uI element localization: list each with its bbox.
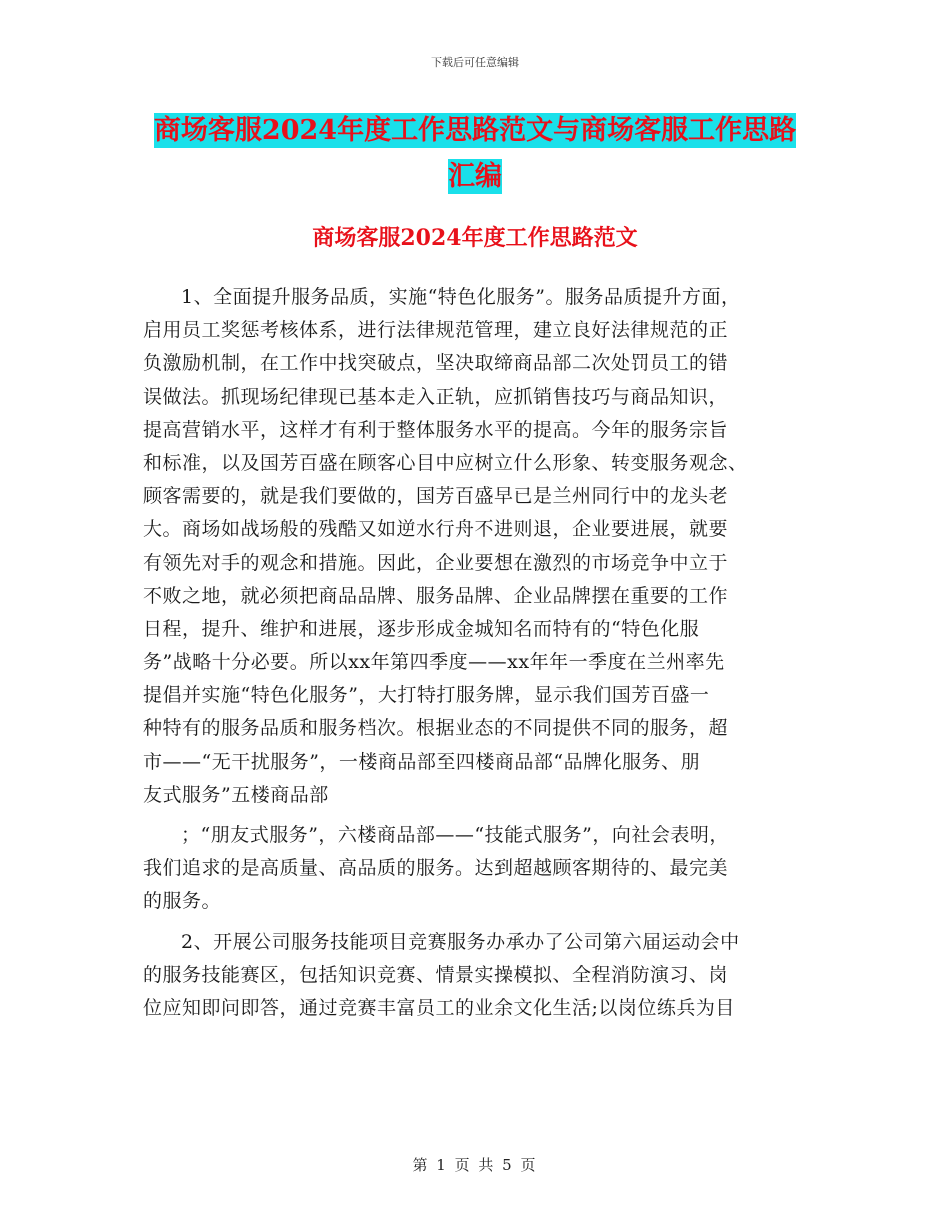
text-line: 顾客需要的，就是我们要做的，国芳百盛早已是兰州同行中的龙头老 — [143, 485, 729, 508]
section-title: 商场客服2024年度工作思路范文 — [312, 225, 638, 251]
text-line: 大。商场如战场般的残酷又如逆水行舟不进则退，企业要进展，就要 — [143, 518, 729, 541]
title-line-1: 商场客服2024年度工作思路范文与商场客服工作思路 — [153, 115, 797, 146]
text-line: 提倡并实施“特色化服务”，大打特打服务牌，显示我们国芳百盛一 — [143, 684, 710, 707]
text-line: ；“朋友式服务”，六楼商品部——“技能式服务”，向社会表明， — [181, 824, 729, 846]
text-line: 1、全面提升服务品质，实施“特色化服务”。服务品质提升方面， — [181, 286, 741, 308]
text-line: 有领先对手的观念和措施。因此，企业要想在激烈的市场竞争中立于 — [143, 551, 729, 574]
text-line: 种特有的服务品质和服务档次。根据业态的不同提供不同的服务，超 — [143, 717, 729, 740]
text-line: 日程，提升、维护和进展，逐步形成金城知名而特有的“特色化服 — [143, 617, 700, 640]
text-line: 提高营销水平，这样才有利于整体服务水平的提高。今年的服务宗旨 — [143, 418, 729, 441]
header-note: 下载后可任意编辑 — [431, 56, 519, 69]
text-line: 2、开展公司服务技能项目竞赛服务办承办了公司第六届运动会中 — [181, 930, 740, 953]
text-line: 和标准，以及国芳百盛在顾客心目中应树立什么形象、转变服务观念、 — [143, 451, 748, 474]
text-line: 负激励机制，在工作中找突破点，坚决取缔商品部二次处罚员工的错 — [143, 352, 729, 375]
page-footer: 第 1 页 共 5 页 — [412, 1156, 538, 1174]
text-line: 友式服务”五楼商品部 — [143, 783, 329, 806]
title-line-2: 汇编 — [448, 161, 502, 192]
text-line: 位应知即问即答，通过竞赛丰富员工的业余文化生活;以岗位练兵为目 — [143, 996, 735, 1019]
text-line: 务”战略十分必要。所以xx年第四季度——xx年年一季度在兰州率先 — [143, 651, 725, 674]
text-line: 启用员工奖惩考核体系，进行法律规范管理，建立良好法律规范的正 — [143, 319, 729, 342]
document-title — [0, 108, 950, 200]
text-line: 误做法。抓现场纪律现已基本走入正轨，应抓销售技巧与商品知识， — [143, 385, 729, 408]
text-line: 不败之地，就必须把商品品牌、服务品牌、企业品牌摆在重要的工作 — [143, 584, 729, 607]
body-text — [143, 281, 823, 1025]
text-line: 市——“无干扰服务”，一楼商品部至四楼商品部“品牌化服务、朋 — [143, 750, 701, 773]
text-line: 的服务技能赛区，包括知识竞赛、情景实操模拟、全程消防演习、岗 — [143, 963, 729, 986]
text-line: 我们追求的是高质量、高品质的服务。达到超越顾客期待的、最完美 — [143, 857, 729, 880]
text-line: 的服务。 — [143, 890, 222, 913]
